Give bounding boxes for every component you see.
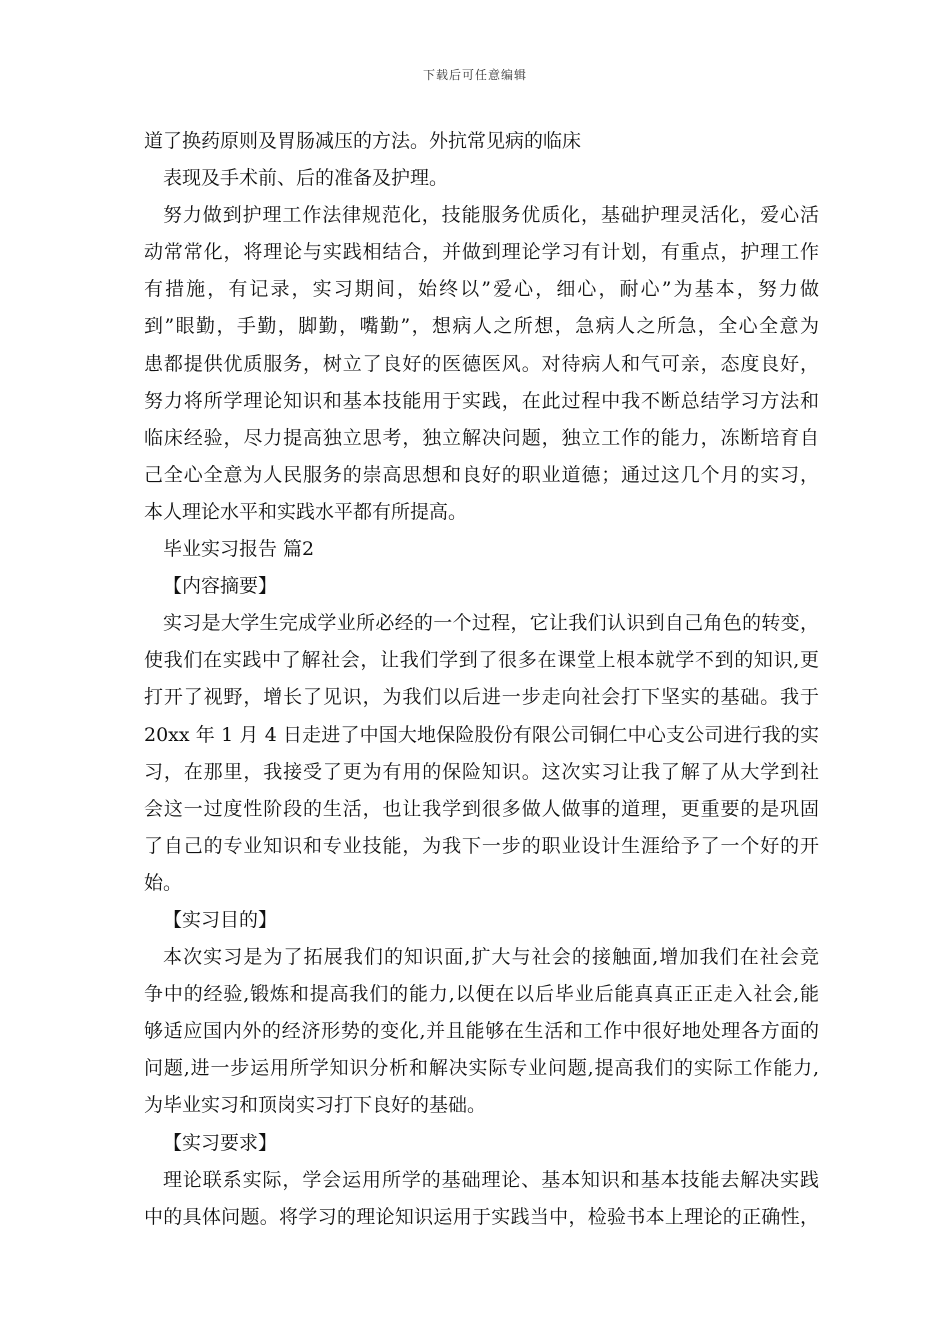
body-text-line: 中的具体问题。将学习的理论知识运用于实践当中，检验书本上理论的正确性， bbox=[144, 1205, 819, 1228]
body-text-line: 本人理论水平和实践水平都有所提高。 bbox=[144, 500, 468, 523]
body-text-line: 为毕业实习和顶岗实习打下良好的基础。 bbox=[144, 1094, 487, 1117]
body-text-line: 实习是大学生完成学业所必经的一个过程，它让我们认识到自己角色的转变， bbox=[163, 612, 819, 635]
body-text-line: 习，在那里，我接受了更为有用的保险知识。这次实习让我了解了从大学到社 bbox=[144, 760, 819, 783]
body-text-line: 打开了视野，增长了见识，为我们以后进一步走向社会打下坚实的基础。我于 bbox=[144, 686, 819, 709]
body-text-line: 表现及手术前、后的准备及护理。 bbox=[163, 167, 449, 190]
section-heading: 【实习目的】 bbox=[163, 908, 278, 931]
body-text-line: 始。 bbox=[144, 871, 183, 894]
body-text-line: 争中的经验,锻炼和提高我们的能力,以便在以后毕业后能真真正正走入社会,能 bbox=[144, 983, 819, 1006]
section-heading: 【内容摘要】 bbox=[163, 575, 278, 598]
body-text-line: 己全心全意为人民服务的崇高思想和良好的职业道德；通过这几个月的实习， bbox=[144, 463, 819, 486]
body-text-line: 努力做到护理工作法律规范化，技能服务优质化，基础护理灵活化，爱心活 bbox=[163, 204, 819, 227]
body-text-line: 会这一过度性阶段的生活，也让我学到很多做人做事的道理，更重要的是巩固 bbox=[144, 797, 819, 820]
page-header-note: 下载后可任意编辑 bbox=[422, 68, 527, 82]
body-text-line: 患都提供优质服务，树立了良好的医德医风。对待病人和气可亲，态度良好， bbox=[144, 352, 819, 375]
body-text-line: 问题,进一步运用所学知识分析和解决实际专业问题,提高我们的实际工作能力, bbox=[144, 1057, 819, 1080]
body-text-line: 使我们在实践中了解社会，让我们学到了很多在课堂上根本就学不到的知识,更 bbox=[144, 649, 819, 672]
body-text-line: 够适应国内外的经济形势的变化,并且能够在生活和工作中很好地处理各方面的 bbox=[144, 1020, 819, 1043]
section-heading: 【实习要求】 bbox=[163, 1131, 278, 1154]
body-text-line: 了自己的专业知识和专业技能，为我下一步的职业设计生涯给予了一个好的开 bbox=[144, 834, 819, 857]
document-body bbox=[144, 123, 819, 1236]
body-text-line: 到”眼勤，手勤，脚勤，嘴勤”，想病人之所想，急病人之所急，全心全意为 bbox=[144, 315, 819, 338]
body-text-line: 道了换药原则及胃肠减压的方法。外抗常见病的临床 bbox=[144, 130, 582, 152]
body-text-line: 动常常化，将理论与实践相结合，并做到理论学习有计划，有重点，护理工作 bbox=[144, 241, 819, 264]
body-text-line: 有措施，有记录，实习期间，始终以”爱心，细心，耐心”为基本，努力做 bbox=[144, 278, 819, 301]
body-text-line: 本次实习是为了拓展我们的知识面,扩大与社会的接触面,增加我们在社会竞 bbox=[163, 946, 819, 969]
body-text-line: 理论联系实际，学会运用所学的基础理论、基本知识和基本技能去解决实践 bbox=[163, 1168, 819, 1191]
body-text-line: 努力将所学理论知识和基本技能用于实践，在此过程中我不断总结学习方法和 bbox=[144, 389, 819, 412]
report-title: 毕业实习报告 篇2 bbox=[163, 538, 315, 561]
body-text-line: 临床经验，尽力提高独立思考，独立解决问题，独立工作的能力，冻断培育自 bbox=[144, 426, 819, 449]
body-text-line: 20xx 年 1 月 4 日走进了中国大地保险股份有限公司铜仁中心支公司进行我的实 bbox=[144, 723, 819, 746]
